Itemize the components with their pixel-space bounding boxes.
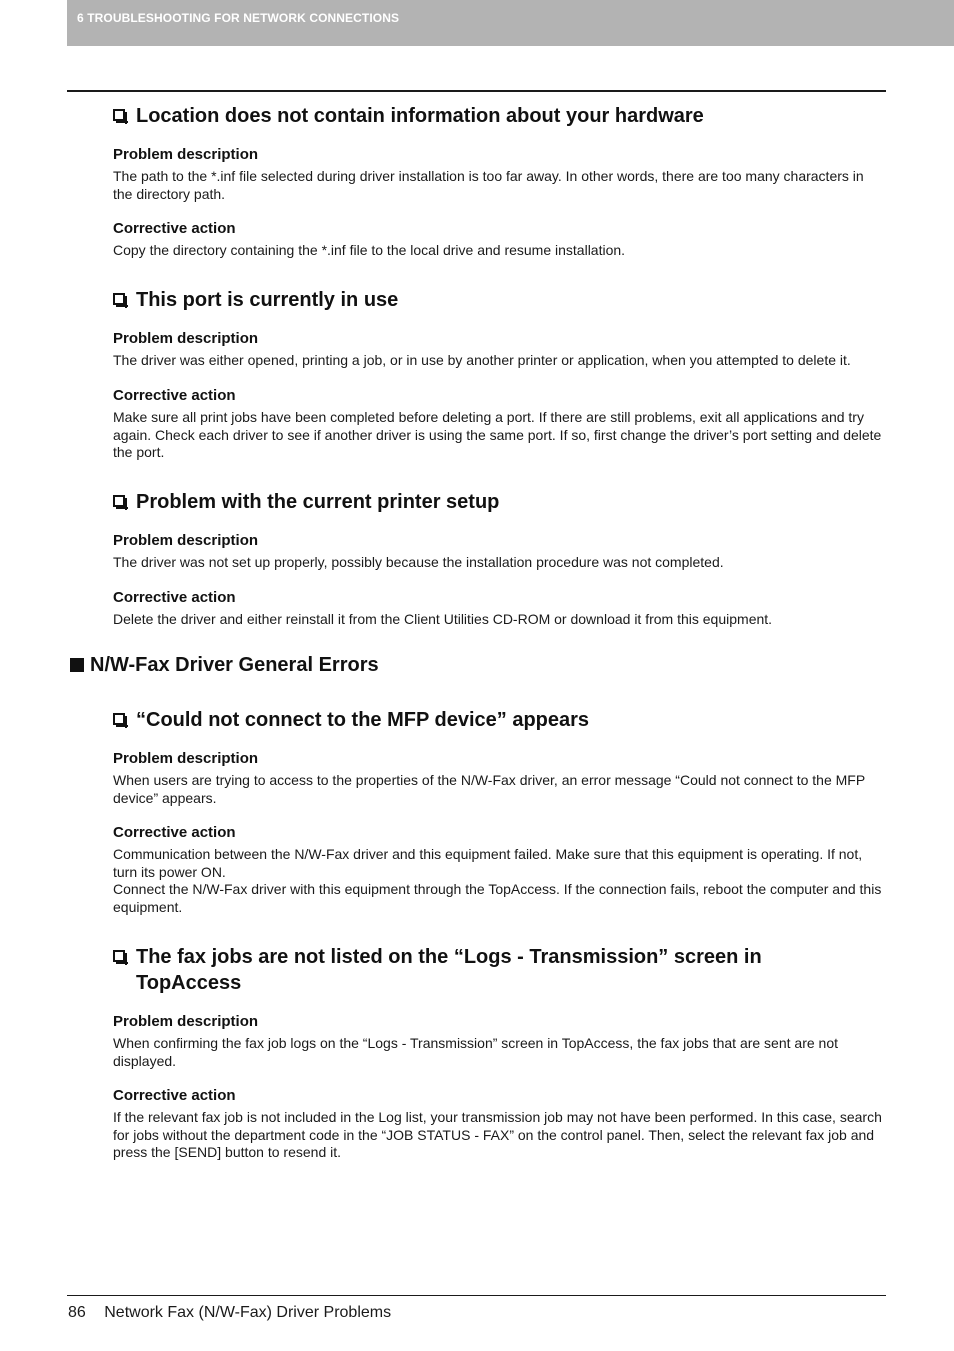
action-text: Copy the directory containing the *.inf file to the local drive and resume installation. [113,242,626,258]
footer-section-title: Network Fax (N/W-Fax) Driver Problems [104,1304,392,1321]
checkbox-bullet-icon [113,293,125,305]
checkbox-bullet-icon [113,109,125,121]
action-label: Corrective action [113,589,236,606]
action-text: Make sure all print jobs have been completed before deleting a port. If there are still problems, exit all applications and try again. Check each driver to see if another driver is using the same port. If so, first change the driver’s port setting and delete the port. [113,409,882,461]
problem-text: When confirming the fax job logs on the “Logs - Transmission” screen in TopAccess, the fax jobs that are sent are not displayed. [113,1035,838,1069]
problem-label: Problem description [113,750,259,767]
action-text: If the relevant fax job is not included in the Log list, your transmission job may not have been performed. In this case, search for jobs without the department code in the “JOB STATUS - FAX” on the control panel. Then, select the relevant fax job and press the [SEND] button to resend it. [113,1109,882,1161]
footer-divider [67,1295,886,1296]
action-text: Delete the driver and either reinstall it from the Client Utilities CD-ROM or download it from this equipment. [113,611,773,627]
section-title: The fax jobs are not listed on the “Logs - Transmission” screen in TopAccess [136,946,762,994]
chapter-header-bar [67,0,954,46]
section-title: This port is currently in use [136,289,399,311]
checkbox-bullet-icon [113,495,125,507]
section-title: Problem with the current printer setup [136,491,500,513]
chapter-title: 6 TROUBLESHOOTING FOR NETWORK CONNECTIONS [77,11,400,25]
main-section-title: N/W-Fax Driver General Errors [90,654,379,676]
section-heading [113,944,816,996]
action-label: Corrective action [113,220,236,237]
problem-text: The path to the *.inf file selected during driver installation is too far away. In other words, there are too many characters in the directory path. [113,168,864,202]
problem-block [113,1013,886,1070]
action-label: Corrective action [113,1087,236,1104]
page-number: 86 [68,1304,86,1321]
section-fax-jobs-not-listed [113,944,886,996]
section-port-in-use [113,287,886,313]
square-bullet-icon [70,658,84,672]
problem-text: The driver was either opened, printing a job, or in use by another printer or application, when you attempted to delete it. [113,352,851,368]
section-printer-setup [113,489,886,515]
problem-label: Problem description [113,1013,259,1030]
checkbox-bullet-icon [113,950,125,962]
problem-text: The driver was not set up properly, possibly because the installation procedure was not completed. [113,554,724,570]
checkbox-bullet-icon [113,713,125,725]
problem-block [113,330,886,370]
section-title: “Could not connect to the MFP device” appears [136,709,590,731]
problem-text: When users are trying to access to the properties of the N/W-Fax driver, an error message “Could not connect to the MFP device” appears. [113,772,865,806]
problem-block [113,750,886,807]
section-could-not-connect [113,707,886,733]
problem-block [113,146,886,203]
action-text-line: Connect the N/W-Fax driver with this equipment through the TopAccess. If the connection fails, reboot the computer and this equipment. [113,881,882,915]
action-label: Corrective action [113,387,236,404]
section-heading [113,287,886,313]
problem-block [113,532,886,572]
section-heading [113,103,886,129]
action-block [113,387,886,462]
action-label: Corrective action [113,824,236,841]
section-title: Location does not contain information about your hardware [136,105,704,127]
action-text-line: Communication between the N/W-Fax driver and this equipment failed. Make sure that this equipment is operating. If not, turn its power ON. [113,846,863,880]
section-location-hardware [113,103,886,129]
action-block [113,824,886,916]
section-heading [113,489,886,515]
main-section-heading [68,652,379,678]
top-divider [67,90,886,92]
action-block [113,220,886,260]
page-footer [68,1304,391,1322]
problem-label: Problem description [113,532,259,549]
action-block [113,589,886,629]
action-block [113,1087,886,1162]
section-heading [113,707,886,733]
problem-label: Problem description [113,146,259,163]
problem-label: Problem description [113,330,259,347]
